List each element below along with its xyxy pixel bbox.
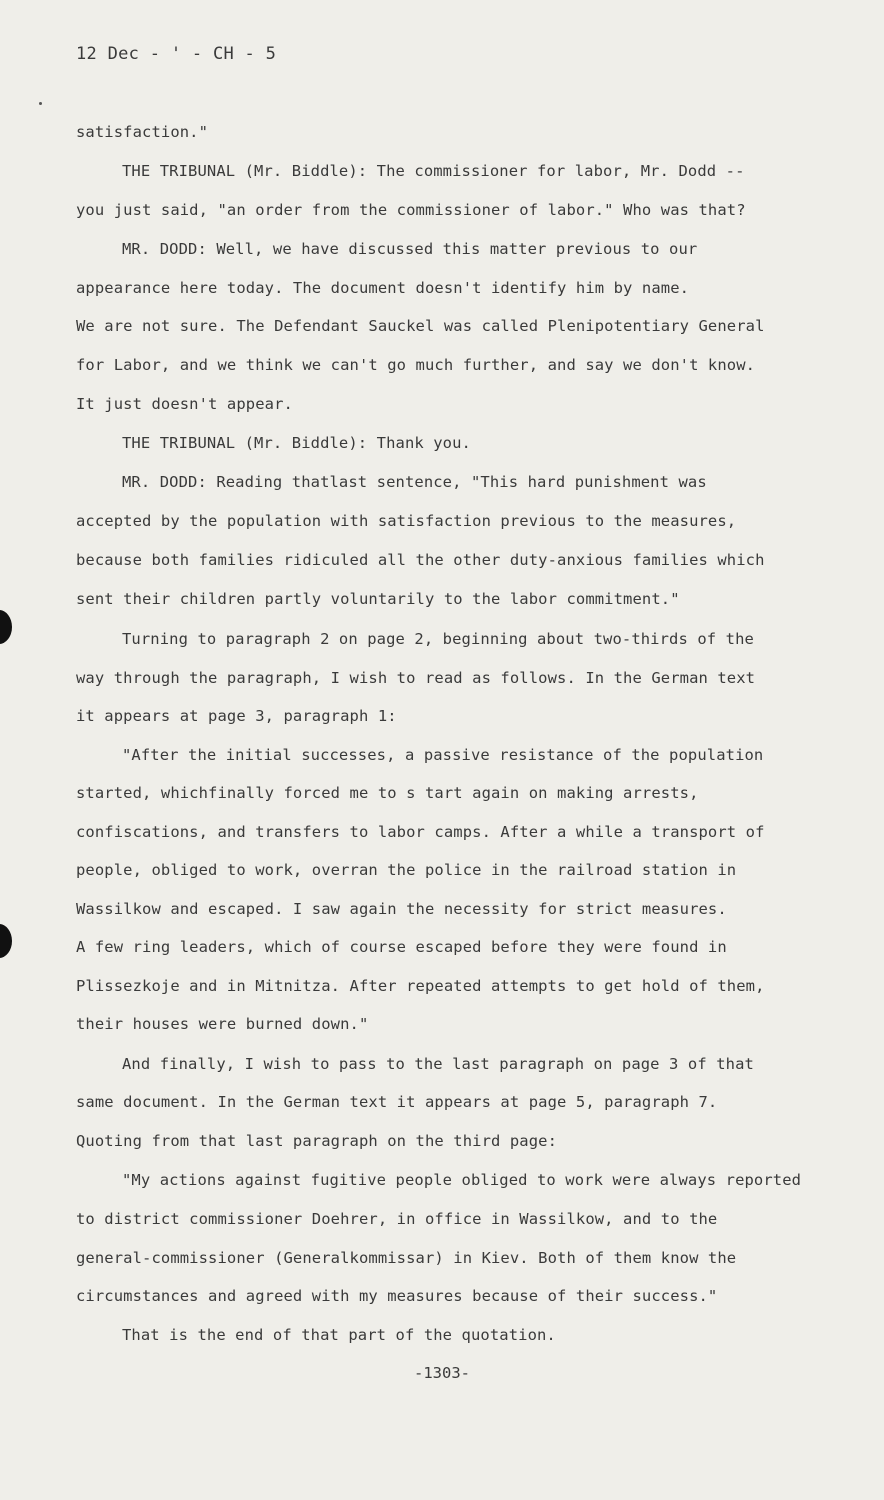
text-line: it appears at page 3, paragraph 1: bbox=[76, 707, 397, 725]
stray-ink-mark bbox=[39, 102, 42, 105]
text-line: We are not sure. The Defendant Sauckel was called Plenipotentiary General bbox=[76, 317, 765, 335]
text-line: Turning to paragraph 2 on page 2, beginning about two-thirds of the bbox=[122, 630, 754, 648]
text-line: same document. In the German text it appears at page 5, paragraph 7. bbox=[76, 1093, 718, 1111]
text-line: "My actions against fugitive people obliged to work were always reported bbox=[122, 1171, 802, 1189]
text-line: satisfaction." bbox=[76, 123, 209, 141]
text-line: confiscations, and transfers to labor camps. After a while a transport of bbox=[76, 823, 765, 841]
text-line: to district commissioner Doehrer, in office in Wassilkow, and to the bbox=[76, 1210, 718, 1228]
text-line: MR. DODD: Reading thatlast sentence, "This hard punishment was bbox=[122, 473, 707, 491]
text-line: way through the paragraph, I wish to read as follows. In the German text bbox=[76, 669, 756, 687]
text-line: started, whichfinally forced me to s tart again on making arrests, bbox=[76, 784, 699, 802]
text-line: accepted by the population with satisfaction previous to the measures, bbox=[76, 512, 737, 530]
page-header: 12 Dec - ' - CH - 5 bbox=[76, 44, 277, 64]
punch-hole-top bbox=[0, 610, 12, 644]
text-line: circumstances and agreed with my measures because of their success." bbox=[76, 1287, 718, 1305]
text-line: their houses were burned down." bbox=[76, 1015, 369, 1033]
text-line: MR. DODD: Well, we have discussed this matter previous to our bbox=[122, 240, 698, 258]
text-line: That is the end of that part of the quotation. bbox=[122, 1326, 556, 1344]
text-line: THE TRIBUNAL (Mr. Biddle): Thank you. bbox=[122, 434, 471, 452]
text-line: "After the initial successes, a passive resistance of the population bbox=[122, 746, 764, 764]
text-line: for Labor, and we think we can't go much further, and say we don't know. bbox=[76, 356, 756, 374]
text-line: And finally, I wish to pass to the last paragraph on page 3 of that bbox=[122, 1055, 754, 1073]
text-line: you just said, "an order from the commissioner of labor." Who was that? bbox=[76, 201, 746, 219]
text-line: appearance here today. The document doesn't identify him by name. bbox=[76, 279, 690, 297]
text-line: Wassilkow and escaped. I saw again the necessity for strict measures. bbox=[76, 900, 727, 918]
text-line: because both families ridiculed all the other duty-anxious families which bbox=[76, 551, 765, 569]
text-line: people, obliged to work, overran the police in the railroad station in bbox=[76, 861, 737, 879]
text-line: sent their children partly voluntarily to the labor commitment." bbox=[76, 590, 680, 608]
text-line: Plissezkoje and in Mitnitza. After repeated attempts to get hold of them, bbox=[76, 977, 765, 995]
text-line: general-commissioner (Generalkommissar) in Kiev. Both of them know the bbox=[76, 1249, 737, 1267]
text-line: A few ring leaders, which of course escaped before they were found in bbox=[76, 938, 727, 956]
text-line: It just doesn't appear. bbox=[76, 395, 293, 413]
text-line: THE TRIBUNAL (Mr. Biddle): The commissioner for labor, Mr. Dodd -- bbox=[122, 162, 745, 180]
text-line: Quoting from that last paragraph on the third page: bbox=[76, 1132, 558, 1150]
punch-hole-bottom bbox=[0, 924, 12, 958]
page-number: -1303- bbox=[414, 1364, 470, 1382]
